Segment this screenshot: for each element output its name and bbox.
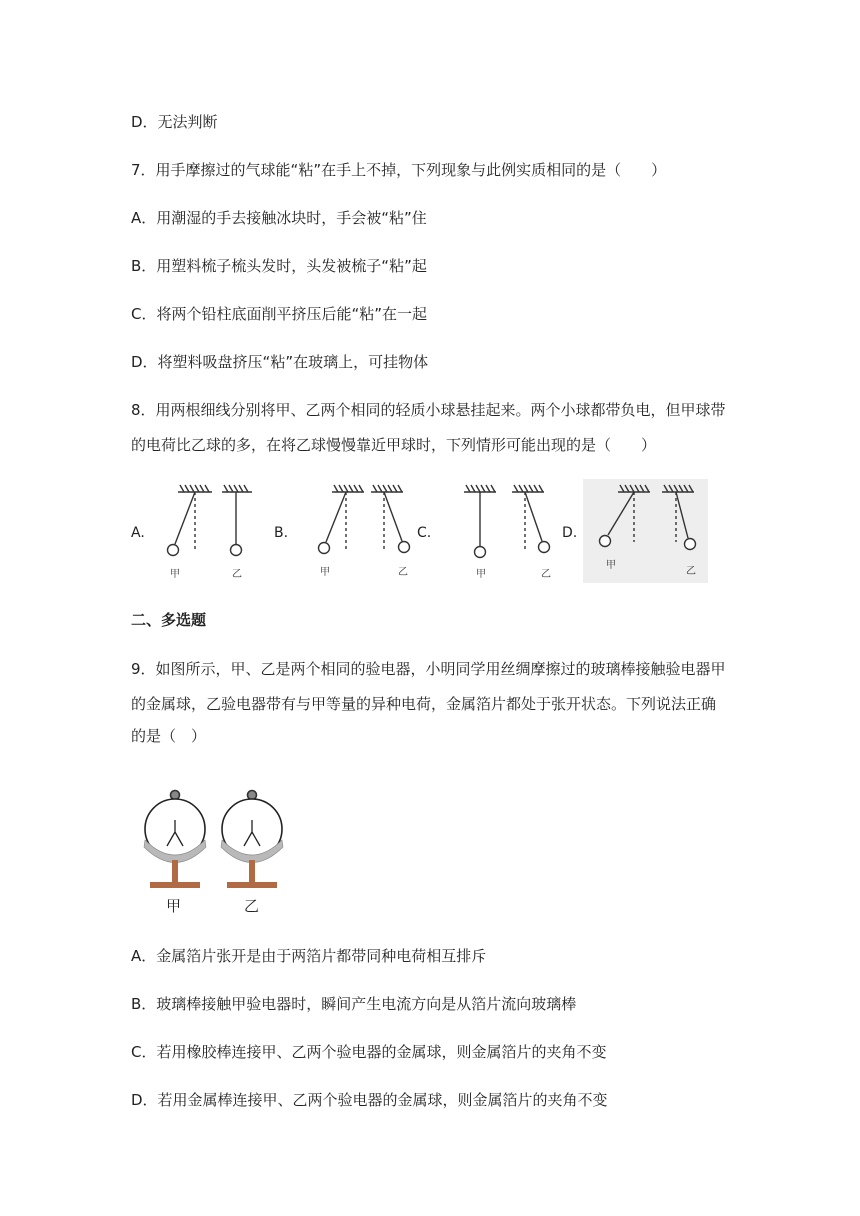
label-yi-b: 乙 [398,567,408,578]
q7-option-c: C．将两个铅柱底面削平挤压后能“粘”在一起 [131,305,428,323]
section-2-heading: 二、多选题 [131,611,207,629]
q9-option-a: A．金属箔片张开是由于两箔片都带同种电荷相互排斥 [131,947,487,965]
question-7: 7．用手摩擦过的气球能“粘”在手上不掉，下列现象与此例实质相同的是（ ） [131,161,667,179]
q8-option-d-label: D. [562,525,578,541]
label-jia-d: 甲 [606,560,616,571]
q8-pendulum-figures [150,480,710,590]
ball-jia [168,545,179,556]
q7-option-a: A．用潮湿的手去接触冰块时，手会被“粘”住 [131,209,427,227]
question-9-line1: 9．如图所示，甲、乙是两个相同的验电器，小明同学用丝绸摩擦过的玻璃棒接触验电器甲 [131,660,726,678]
electroscope-figure [140,780,290,920]
question-9-line3: 的是（ ） [131,727,207,745]
q7-option-b: B．用塑料梳子梳头发时，头发被梳子“粘”起 [131,257,427,275]
q8-figure-c [464,485,550,558]
question-8-line1: 8．用两根细线分别将甲、乙两个相同的轻质小球悬挂起来。两个小球都带负电，但甲球带 [131,401,726,419]
line-6d: D．无法判断 [131,113,218,131]
q9-option-c: C．若用橡胶棒连接甲、乙两个验电器的金属球，则金属箔片的夹角不变 [131,1043,607,1061]
label-jia-b: 甲 [320,567,330,578]
electroscope-jia [144,791,206,889]
q8-figure-b [319,485,410,554]
q9-option-b: B．玻璃棒接触甲验电器时，瞬间产生电流方向是从箔片流向玻璃棒 [131,995,577,1013]
q8-option-b-label: B. [274,525,289,541]
q8-figure-a [168,485,253,556]
label-yi-d: 乙 [686,566,696,577]
label-yi-c: 乙 [541,569,551,580]
ball-jia-thread [175,492,195,544]
q8-option-a-label: A. [131,525,145,541]
ball-yi [231,545,242,556]
label-jia-c: 甲 [476,569,486,580]
q9-option-d: D．若用金属棒连接甲、乙两个验电器的金属球，则金属箔片的夹角不变 [131,1091,608,1109]
q8-figure-d [600,485,696,550]
label-jia-a: 甲 [170,569,180,580]
question-9-line2: 的金属球，乙验电器带有与甲等量的异种电荷，金属箔片都处于张开状态。下列说法正确 [131,695,717,713]
electroscope-label-yi: 乙 [244,897,260,915]
label-yi-a: 乙 [232,569,242,580]
electroscope-yi [221,791,283,889]
question-8-line2: 的电荷比乙球的多，在将乙球慢慢靠近甲球时，下列情形可能出现的是（ ） [131,436,657,454]
q8-option-c-label: C. [417,525,432,541]
electroscope-label-jia: 甲 [166,897,182,915]
q7-option-d: D．将塑料吸盘挤压“粘”在玻璃上，可挂物体 [131,353,429,371]
